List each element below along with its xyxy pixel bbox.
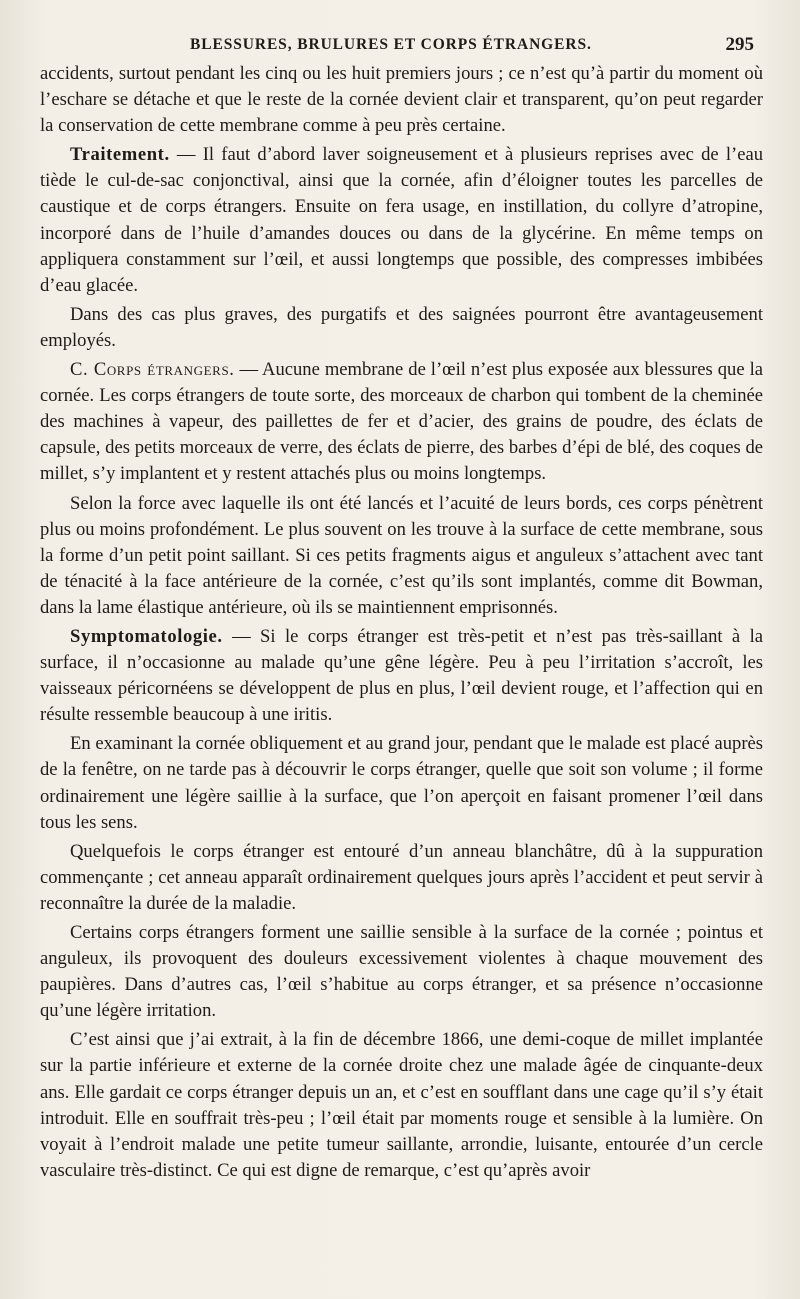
paragraph-symptomatologie — [40, 624, 763, 728]
paragraph — [40, 302, 763, 354]
paragraph-text: En examinant la cornée obliquement et au grand jour, pendant que le malade est placé auprès de la fenêtre, on ne tarde pas à découvrir le corps étranger, quelle que soit son volume ; il forme ordinairement une légère saillie à la surface, que l’on aperçoit en faisant promener l’œil dans tous les sens. — [40, 733, 763, 833]
paragraph-traitement — [40, 142, 763, 299]
paragraph-text: — Aucune membrane de l’œil n’est plus exposée aux blessures que la cornée. Les corps étrangers de toute sorte, des morceaux de charbon qui tombent de la cheminée des machines à vapeur, des paillettes de fer et d’acier, des grains de poudre, des éclats de capsule, des petits morceaux de verre, des éclats de pierre, des barbes d’épi de blé, des coques de millet, s’y implantent et y restent attachés plus ou moins longtemps. — [40, 359, 763, 485]
paragraph — [40, 839, 763, 917]
section-heading-traitement: Traitement. — [70, 144, 170, 166]
paragraph — [40, 1027, 763, 1184]
paragraph-text: Certains corps étrangers forment une saillie sensible à la surface de la cornée ; pointus et anguleux, ils provoquent des douleurs excessivement violentes à chaque mouvement des paupières. Dans d’autres cas, l’œil s’habitue au corps étranger, et sa présence n’occasionne qu’une légère irritation. — [40, 922, 763, 1022]
paragraph-text: Dans des cas plus graves, des purgatifs et des saignées pourront être avantageusement employés. — [40, 303, 763, 351]
body-text — [40, 61, 763, 1187]
paragraph-text: — Il faut d’abord laver soigneusement et à plusieurs reprises avec de l’eau tiède le cul-de-sac conjonctival, ainsi que la cornée, afin d’éloigner toutes les parcelles de caustique et de corps étrangers. Ensuite on fera usage, en instillation, du collyre d’atropine, incorporé dans de l’huile d’amandes douces ou dans de la glycérine. En même temps on appliquera constamment sur l’œil, et aussi longtemps que possible, des compresses imbibées d’eau glacée. — [40, 144, 763, 296]
paragraph-continuation — [40, 61, 763, 139]
running-title: BLESSURES, BRULURES ET CORPS ÉTRANGERS. — [190, 36, 592, 53]
paragraph-text: Selon la force avec laquelle ils ont été lancés et l’acuité de leurs bords, ces corps pénètrent plus ou moins profondément. Le plus souvent on les trouve à la surface de cette membrane, sous la forme d’un petit point saillant. Si ces petits fragments aigus et anguleux s’attachent avec tant de ténacité à la face antérieure de la cornée, c’est qu’ils sont implantés, comme dit Bowman, dans la lame élastique antérieure, où ils se maintiennent emprisonnés. — [40, 492, 763, 618]
paragraph — [40, 920, 763, 1024]
paragraph-text: Quelquefois le corps étranger est entouré d’un anneau blanchâtre, dû à la suppuration commençante ; cet anneau apparaît ordinairement quelques jours après l’accident et peut servir à reconnaître la durée de la maladie. — [40, 840, 763, 914]
paragraph-text: — Si le corps étranger est très-petit et n’est pas très-saillant à la surface, il n’occasionne au malade qu’une gêne légère. Peu à peu l’irritation s’accroît, les vaisseaux péricornéens se développent de plus en plus, l’œil devient rouge, et l’affection qui en résulte ressemble beaucoup à une iritis. — [40, 625, 763, 726]
paragraph — [40, 491, 763, 621]
paragraph-text: accidents, surtout pendant les cinq ou les huit premiers jours ; ce n’est qu’à partir du moment où l’eschare se détache et que le reste de la cornée devient clair et transparent, qu’on peut regarder la conservation de cette membrane comme à peu près certaine. — [40, 63, 763, 137]
page-number: 295 — [725, 34, 754, 55]
running-header — [0, 34, 800, 58]
section-heading-corps-etrangers: C. Corps étrangers. — [70, 359, 235, 381]
paragraph — [40, 731, 763, 835]
section-heading-symptomatologie: Symptomatologie. — [70, 625, 223, 647]
paragraph-text: C’est ainsi que j’ai extrait, à la fin de décembre 1866, une demi-coque de millet implantée sur la partie inférieure et externe de la cornée droite chez une malade âgée de cinquante-deux ans. Elle gardait ce corps étranger depuis un an, et c’est en soufflant dans une cage qu’il s’y était introduit. Elle en souffrait très-peu ; l’œil était par moments rouge et sensible à la lumière. On voyait à l’endroit malade une petite tumeur saillante, arrondie, luisante, entourée d’un cercle vasculaire très-distinct. Ce qui est digne de remarque, c’est qu’après avoir — [40, 1029, 763, 1181]
paragraph-corps-etrangers — [40, 357, 763, 487]
